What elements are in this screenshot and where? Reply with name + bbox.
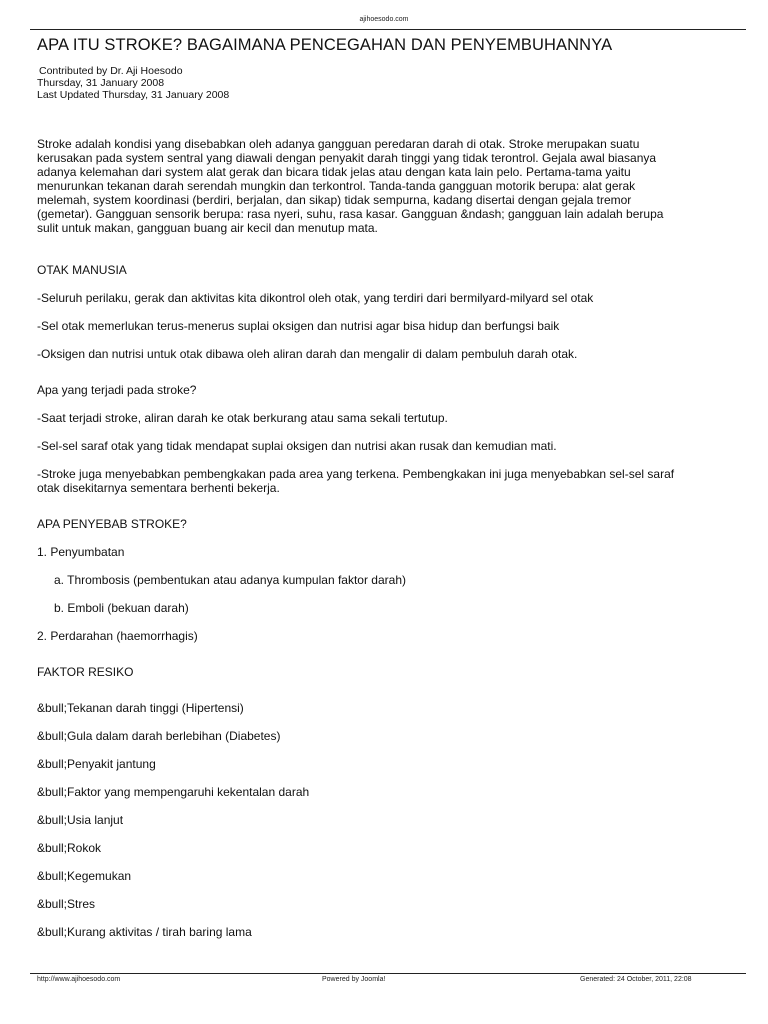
faktor-item: &bull;Tekanan darah tinggi (Hipertensi) bbox=[37, 701, 244, 715]
article-updated: Last Updated Thursday, 31 January 2008 bbox=[37, 89, 230, 101]
faktor-item: &bull;Rokok bbox=[37, 841, 102, 855]
section-heading-penyebab: APA PENYEBAB STROKE? bbox=[37, 517, 187, 531]
footer-powered: Powered by Joomla! bbox=[322, 976, 386, 983]
article-date: Thursday, 31 January 2008 bbox=[37, 77, 165, 89]
intro-line: menurunkan tekanan darah serendah mungkin dan terkontrol. Tanda-tanda gangguan motorik berupa: alat gerak bbox=[37, 179, 636, 193]
otak-item: -Oksigen dan nutrisi untuk otak dibawa oleh aliran darah dan mengalir di dalam pembuluh darah otak. bbox=[37, 347, 578, 361]
faktor-item: &bull;Penyakit jantung bbox=[37, 757, 156, 771]
faktor-item: &bull;Kegemukan bbox=[37, 869, 132, 883]
faktor-item: &bull;Stres bbox=[37, 897, 96, 911]
article-author: Contributed by Dr. Aji Hoesodo bbox=[39, 65, 183, 77]
penyebab-subitem: a. Thrombosis (pembentukan atau adanya kumpulan faktor darah) bbox=[54, 573, 406, 587]
intro-line: sulit untuk makan, gangguan buang air kecil dan menutup mata. bbox=[37, 221, 378, 235]
otak-item: -Seluruh perilaku, gerak dan aktivitas kita dikontrol oleh otak, yang terdiri dari bermilyard-milyard sel otak bbox=[37, 291, 594, 305]
faktor-item: &bull;Usia lanjut bbox=[37, 813, 124, 827]
section-heading-faktor: FAKTOR RESIKO bbox=[37, 665, 134, 679]
intro-line: melemah, system koordinasi (berdiri, berjalan, dan sikap) tidak sempurna, kadang disertai dengan gejala tremor bbox=[37, 193, 632, 207]
intro-line: (gemetar). Gangguan sensorik berupa: rasa nyeri, suhu, rasa kasar. Gangguan &ndash; gangguan lain adalah berupa bbox=[37, 207, 664, 221]
article-meta bbox=[37, 65, 229, 101]
section-heading-terjadi: Apa yang terjadi pada stroke? bbox=[37, 383, 197, 397]
faktor-item: &bull;Gula dalam darah berlebihan (Diabetes) bbox=[37, 729, 281, 743]
footer-generated: Generated: 24 October, 2011, 22:08 bbox=[580, 976, 692, 983]
section-heading-otak: OTAK MANUSIA bbox=[37, 263, 127, 277]
intro-line: kerusakan pada system sentral yang diawali dengan penyakit darah tinggi yang tidak terontrol. Gejala awal biasanya bbox=[37, 151, 657, 165]
faktor-item: &bull;Faktor yang mempengaruhi kekentalan darah bbox=[37, 785, 310, 799]
penyebab-item: 1. Penyumbatan bbox=[37, 545, 125, 559]
intro-paragraph bbox=[37, 137, 737, 235]
terjadi-item: -Sel-sel saraf otak yang tidak mendapat suplai oksigen dan nutrisi akan rusak dan kemudian mati. bbox=[37, 439, 557, 453]
footer-divider bbox=[30, 973, 746, 974]
header-divider bbox=[30, 29, 746, 30]
terjadi-item: -Stroke juga menyebabkan pembengkakan pada area yang terkena. Pembengkakan ini juga menyebabkan sel-sel saraf bbox=[37, 467, 675, 481]
article-body bbox=[37, 137, 737, 939]
faktor-item: &bull;Kurang aktivitas / tirah baring lama bbox=[37, 925, 252, 939]
intro-line: adanya kelemahan dari system alat gerak dan bicara tidak jelas atau dengan kata lain pelo. Pertama-tama yaitu bbox=[37, 165, 631, 179]
footer-url-link[interactable]: http://www.ajihoesodo.com bbox=[37, 976, 121, 983]
terjadi-item: otak disekitarnya sementara berhenti bekerja. bbox=[37, 481, 280, 495]
site-header: ajihoesodo.com bbox=[359, 16, 409, 23]
article-title: APA ITU STROKE? BAGAIMANA PENCEGAHAN DAN PENYEMBUHANNYA bbox=[37, 36, 613, 54]
intro-line: Stroke adalah kondisi yang disebabkan oleh adanya gangguan peredaran darah di otak. Stroke merupakan suatu bbox=[37, 137, 640, 151]
terjadi-item: -Saat terjadi stroke, aliran darah ke otak berkurang atau sama sekali tertutup. bbox=[37, 411, 448, 425]
otak-item: -Sel otak memerlukan terus-menerus suplai oksigen dan nutrisi agar bisa hidup dan berfungsi baik bbox=[37, 319, 560, 333]
penyebab-item: 2. Perdarahan (haemorrhagis) bbox=[37, 629, 198, 643]
penyebab-subitem: b. Emboli (bekuan darah) bbox=[54, 601, 189, 615]
